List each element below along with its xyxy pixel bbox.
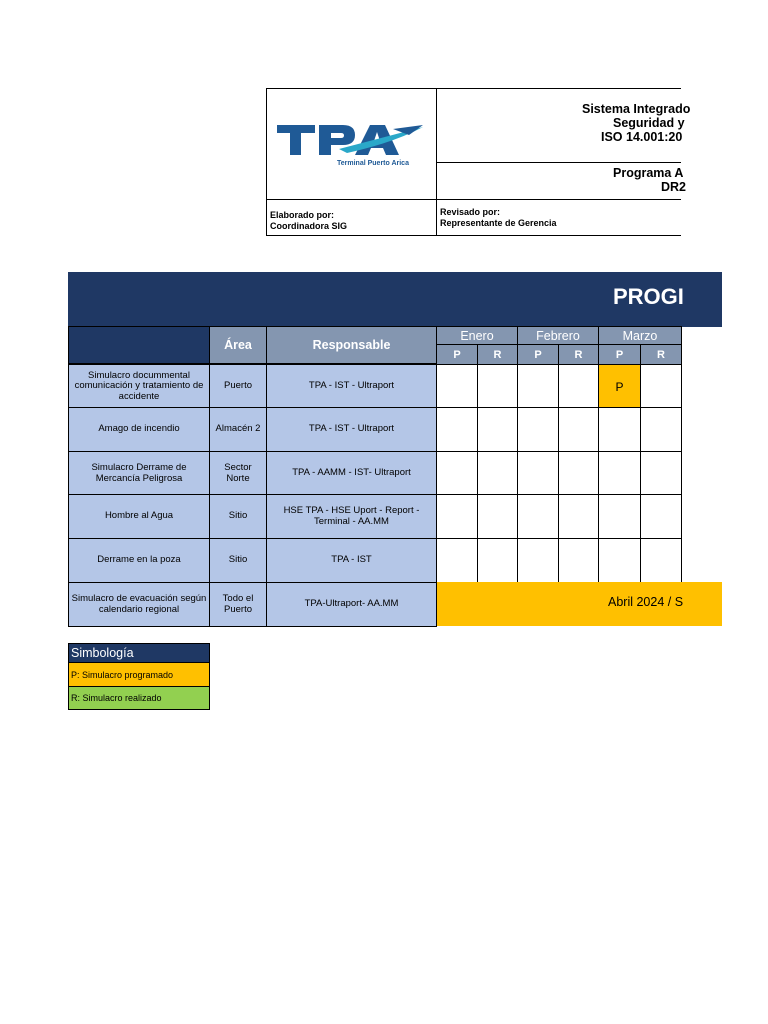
mark-text: P	[615, 379, 624, 394]
legend-title: Simbología	[68, 643, 210, 663]
r-header	[477, 344, 518, 365]
programmed-mark-cell	[598, 364, 641, 409]
p-header	[598, 344, 641, 365]
month-header-marzo	[598, 326, 682, 345]
schedule-cell	[477, 364, 518, 409]
responsable-cell-text: HSE TPA - HSE Uport - Report - Terminal - AA.MM	[283, 505, 420, 527]
schedule-cell	[598, 538, 641, 583]
p-label: P	[615, 348, 624, 361]
month-header-enero	[436, 326, 518, 345]
logo-cell	[266, 88, 437, 200]
area-cell	[209, 494, 267, 539]
r-label: R	[574, 348, 583, 361]
program-title-line-1: Programa A	[613, 166, 684, 180]
schedule-cell	[640, 494, 682, 539]
responsable-cell-text: TPA - AAMM - IST- Ultraport	[292, 467, 411, 479]
area-header-label: Área	[224, 338, 252, 352]
schedule-cell	[477, 538, 518, 583]
schedule-cell	[517, 494, 559, 539]
r-label: R	[493, 348, 502, 361]
simulacro-cell	[68, 582, 210, 627]
schedule-cell	[517, 451, 559, 496]
responsable-cell	[266, 582, 437, 627]
area-cell-text: Sitio	[228, 554, 248, 566]
system-title-cell	[436, 88, 691, 163]
responsable-cell	[266, 451, 437, 496]
schedule-cell	[517, 538, 559, 583]
program-title-cell	[436, 162, 687, 200]
responsable-header	[266, 326, 437, 364]
responsable-cell-text: TPA - IST - Ultraport	[308, 380, 395, 392]
tpa-logo	[275, 119, 425, 169]
area-cell	[209, 451, 267, 496]
schedule-cell	[477, 451, 518, 496]
area-cell	[209, 364, 267, 409]
schedule-cell	[640, 407, 682, 452]
p-header	[436, 344, 478, 365]
system-title-line-2: Seguridad y	[613, 116, 685, 130]
evacuation-date-cell	[437, 582, 722, 626]
simulacro-cell-text: Amago de incendio	[98, 423, 180, 435]
schedule-cell	[598, 407, 641, 452]
legend-realized: R: Simulacro realizado	[68, 686, 210, 710]
area-cell-text: Sector Norte	[224, 462, 252, 484]
responsable-cell-text: TPA - IST - Ultraport	[308, 423, 395, 435]
revisado-label: Revisado por:	[440, 207, 501, 217]
schedule-cell	[598, 494, 641, 539]
revisado-cell	[436, 199, 681, 236]
schedule-cell	[598, 451, 641, 496]
schedule-cell	[477, 494, 518, 539]
schedule-cell	[640, 538, 682, 583]
simulacro-cell	[68, 538, 210, 583]
schedule-cell	[436, 494, 478, 539]
simulacro-cell-text: Simulacro docummental comunicación y tratamiento de accidente	[74, 369, 204, 402]
area-cell-text: Puerto	[224, 380, 252, 392]
month-label: Febrero	[536, 328, 580, 343]
responsable-cell-text: TPA - IST	[331, 554, 372, 566]
document-header	[266, 88, 691, 236]
schedule-cell	[558, 538, 599, 583]
system-title-line-1: Sistema Integrado	[582, 102, 691, 116]
responsable-cell	[266, 538, 437, 583]
schedule-cell	[558, 407, 599, 452]
schedule-cell	[640, 364, 682, 409]
system-title-line-3: ISO 14.001:20	[601, 130, 683, 144]
simulacro-cell-text: Simulacro de evacuación según calendario regional	[71, 593, 207, 615]
simulacro-cell	[68, 494, 210, 539]
responsable-cell	[266, 407, 437, 452]
schedule-cell	[436, 364, 478, 409]
schedule-cell	[477, 407, 518, 452]
area-cell-text: Almacén 2	[215, 423, 261, 435]
schedule-cell	[558, 494, 599, 539]
simulacro-cell-text: Derrame en la poza	[97, 554, 181, 566]
area-cell	[209, 582, 267, 627]
simulacro-header-cell	[68, 326, 210, 364]
area-cell-text: Sitio	[228, 510, 248, 522]
responsable-cell	[266, 364, 437, 409]
simulacro-cell	[68, 407, 210, 452]
responsable-cell-text: TPA-Ultraport- AA.MM	[304, 598, 399, 610]
elaborado-cell	[266, 199, 437, 236]
responsable-header-label: Responsable	[312, 338, 391, 352]
p-header	[517, 344, 559, 365]
schedule-cell	[436, 407, 478, 452]
elaborado-value: Coordinadora SIG	[270, 221, 348, 231]
p-label: P	[534, 348, 542, 361]
elaborado-label: Elaborado por:	[270, 210, 335, 220]
evacuation-date-text: Abril 2024 / S	[608, 595, 684, 609]
month-label: Marzo	[622, 328, 658, 343]
month-header-febrero	[517, 326, 599, 345]
simulacro-cell-text: Hombre al Agua	[104, 510, 174, 522]
simulacro-cell-text: Simulacro Derrame de Mercancía Peligrosa	[91, 462, 187, 484]
schedule-cell	[558, 364, 599, 409]
schedule-cell	[558, 451, 599, 496]
schedule-cell	[436, 538, 478, 583]
legend-programmed: P: Simulacro programado	[68, 662, 210, 687]
program-title: PROGI	[613, 284, 684, 309]
revisado-value: Representante de Gerencia	[440, 218, 557, 228]
p-label: P	[453, 348, 461, 361]
simulacro-cell	[68, 364, 210, 409]
schedule-cell	[517, 364, 559, 409]
area-cell	[209, 538, 267, 583]
responsable-cell	[266, 494, 437, 539]
program-title-band	[68, 272, 682, 327]
r-label: R	[657, 348, 665, 361]
r-header	[558, 344, 599, 365]
month-label: Enero	[460, 328, 494, 343]
logo-company-text: Terminal Puerto Arica	[337, 160, 409, 167]
area-cell	[209, 407, 267, 452]
area-header	[209, 326, 267, 364]
schedule-cell	[436, 451, 478, 496]
schedule-cell	[640, 451, 682, 496]
area-cell-text: Todo el Puerto	[222, 593, 254, 615]
r-header	[640, 344, 682, 365]
program-code: DR2	[661, 180, 687, 194]
schedule-cell	[517, 407, 559, 452]
simulacro-cell	[68, 451, 210, 496]
